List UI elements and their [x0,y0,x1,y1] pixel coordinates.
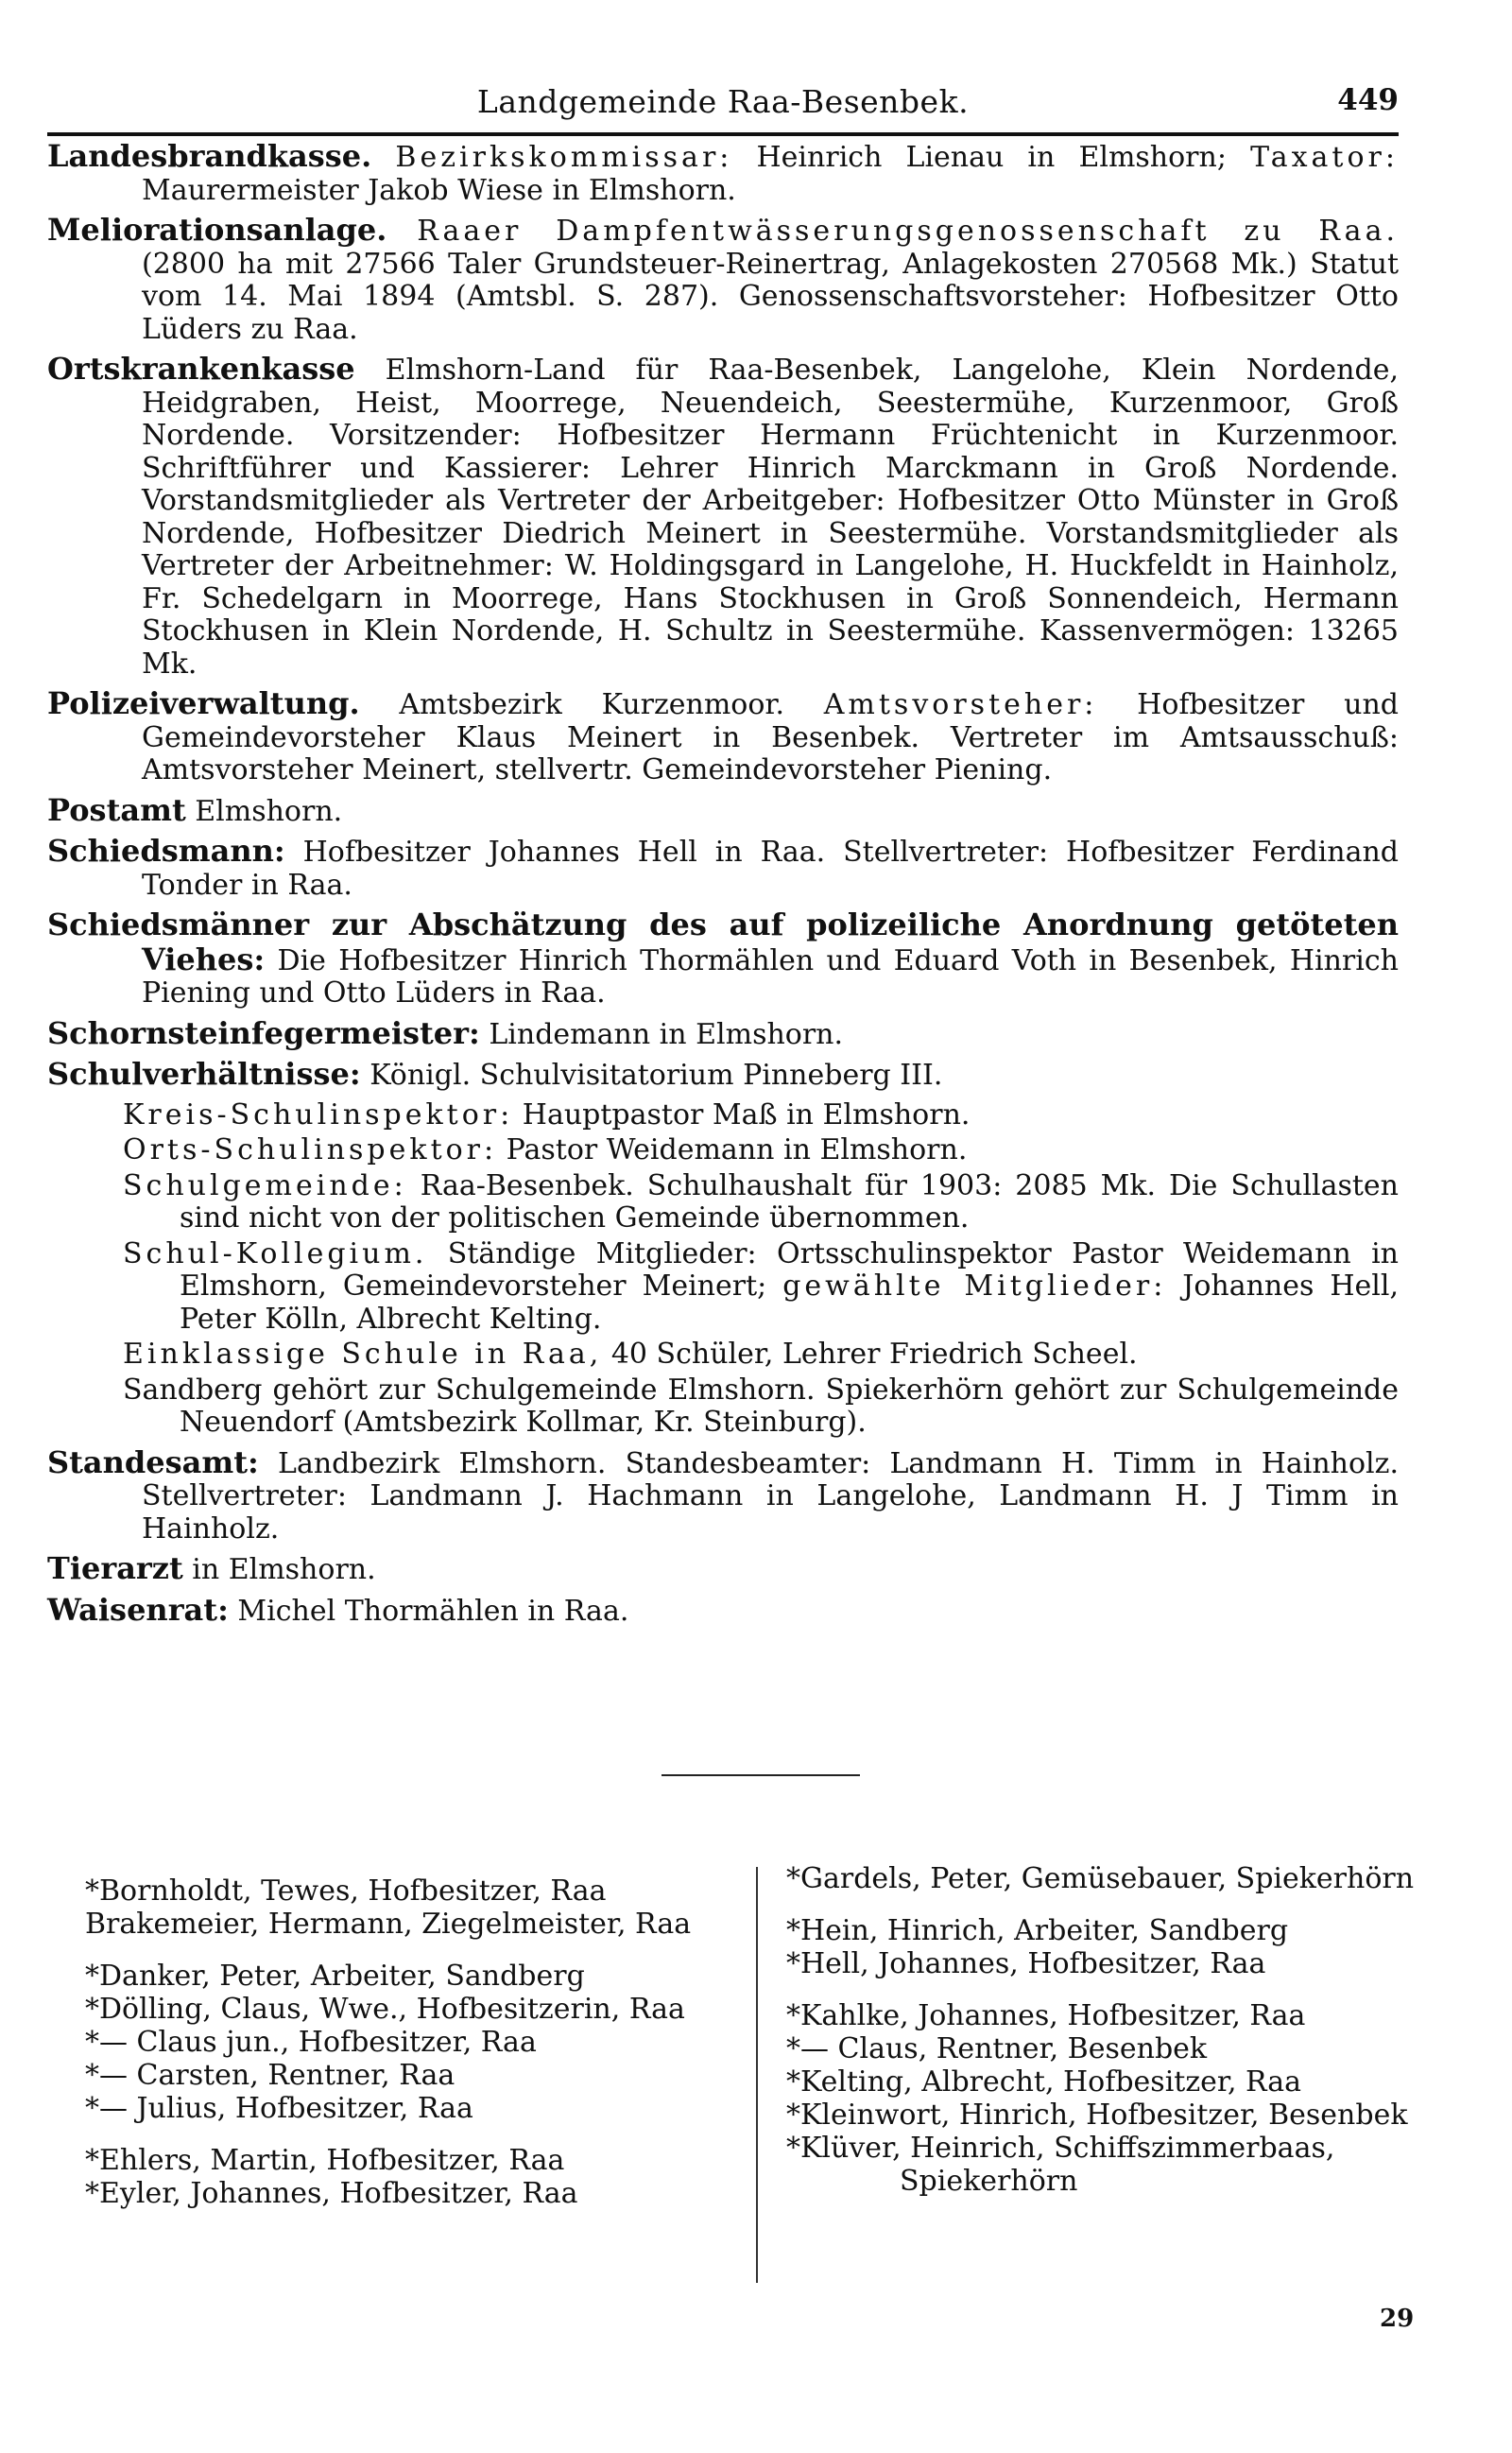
header-rule [47,132,1399,136]
subentry-text: Johannes Hell, Peter Kölln, Albrecht Kelting. [180,1270,1399,1336]
entry-text: Raaer Dampfentwässerungsgenossenschaft zu Raa. [417,215,1399,248]
entry-heading: Meliorationsanlage. [47,212,387,248]
roster-column-left [85,1874,747,2229]
entry-text: Taxator: [1250,141,1399,174]
entry-text: Hofbesitzer und Gemeindevorsteher Klaus Meinert in Besenbek. Vertreter im Amtsausschuß: Amtsvorsteher Meinert, stellvertr. Gemeindevorsteher Piening. [142,688,1399,786]
entry [47,1443,1399,1546]
subentry-text: Schulgemeinde: [123,1168,407,1202]
roster-entry: *Hein, Hinrich, Arbeiter, Sandberg [786,1914,1289,1947]
subentry-text: 40 Schüler, Lehrer Friedrich Scheel. [602,1338,1138,1371]
roster-entry: *— Claus, Rentner, Besenbek [786,2032,1208,2065]
column-rule [756,1867,758,2283]
entry [47,1552,1399,1587]
entry-heading: Schulverhältnisse: [47,1056,361,1092]
roster-entry: *Gardels, Peter, Gemüsebauer, Spiekerhörn [786,1862,1415,1895]
entry-text: Die Hofbesitzer Hinrich Thormählen und Eduard Voth in Besenbek, Hinrich Piening und Otto Lüders in Raa. [142,943,1399,1010]
entry-text: Elmshorn. [185,794,343,828]
entry [47,140,1399,207]
entry [47,687,1399,787]
subentry-text: Hauptpastor Maß in Elmshorn. [513,1097,971,1131]
roster-entry: *— Julius, Hofbesitzer, Raa [85,2092,473,2125]
entry-heading: Schornsteinfegermeister: [47,1014,480,1051]
subentry-text: Pastor Weidemann in Elmshorn. [497,1133,968,1166]
school-subentries [47,1099,1399,1440]
school-subentry [47,1339,1399,1372]
roster-group [85,2144,747,2210]
roster-group [786,1862,1448,1895]
entry-heading: Tierarzt [47,1550,183,1586]
roster-entry: Spiekerhörn [900,2165,1078,2198]
signature-mark: 29 [1380,2305,1415,2333]
entry [47,908,1399,1011]
school-subentry [47,1170,1399,1235]
subentry-text: gewählte Mitglieder: [782,1270,1167,1303]
subentry-text: Kreis-Schulinspektor: [123,1097,514,1131]
running-title: Landgemeinde Raa-Besenbek. [476,83,970,120]
entry-heading: Schiedsmänner zur Abschätzung des auf polizeiliche Anordnung getöteten Viehes: [47,907,1399,977]
roster-entry: Brakemeier, Hermann, Ziegelmeister, Raa [85,1908,692,1941]
entry-text: Landbezirk Elmshorn. Standesbeamter: Landmann H. Timm in Hainholz. Stellvertreter: Landmann J. Hachmann in Langelohe, Landmann H. J Timm in Hainholz. [142,1446,1399,1546]
entries-list-continued [47,1443,1399,1629]
school-subentry [47,1238,1399,1337]
entry-text: in Elmshorn. [182,1553,376,1586]
roster-entry: *Kahlke, Johannes, Hofbesitzer, Raa [786,1999,1306,2032]
roster-entry: *Dölling, Claus, Wwe., Hofbesitzerin, Raa [85,1993,685,2026]
school-subentry [47,1374,1399,1440]
subentry-text: Schul-Kollegium. [123,1236,428,1270]
entry-text: Amtsbezirk Kurzenmoor. [359,688,824,721]
subentry-text: Orts-Schulinspektor: [123,1133,498,1166]
roster-group [85,1874,747,1941]
roster-column-right [786,1862,1448,2217]
roster-group [786,1999,1448,2198]
roster-entry: *Kelting, Albrecht, Hofbesitzer, Raa [786,2065,1302,2099]
entry-text: Elmshorn-Land für Raa-Besenbek, Langelohe, Klein Nordende, Heidgraben, Heist, Moorrege, Neuendeich, Seestermühe, Kurzenmoor, Groß Nordende. Vorsitzender: Hofbesitzer Hermann Früchtenicht in Kurzenmoor. Schriftführer und Kassierer: Lehrer Hinrich Marckmann in Groß Nordende. Vorstandsmitglieder als Vertreter der Arbeitgeber: Hofbesitzer Otto Münster in Groß Nordende, Hofbesitzer Diedrich Meinert in Seestermühe. Vorstandsmitglieder als Vertreter der Arbeitnehmer: W. Holdingsgard in Langelohe, H. Huckfeldt in Hainholz, Fr. Schedelgarn in Moorrege, Hans Stockhusen in Groß Sonnendeich, Hermann Stockhusen in Klein Nordende, H. Schultz in Seestermühe. Kassenvermögen: 13265 Mk. [142,354,1399,681]
subentry-text: Raa-Besenbek. Schulhaushalt für 1903: 2085 Mk. Die Schullasten sind nicht von der politischen Gemeinde übernommen. [180,1168,1399,1235]
entry-text: Michel Thormählen in Raa. [228,1594,629,1628]
subentry-text: Einklassige Schule in Raa, [123,1338,603,1371]
roster-group [786,1914,1448,1980]
entry-text: (2800 ha mit 27566 Taler Grundsteuer-Reinertrag, Anlagekosten 270568 Mk.) Statut vom 14. Mai 1894 (Amtsbl. S. 287). Genossenschaftsvorsteher: Hofbesitzer Otto Lüders zu Raa. [142,247,1399,346]
school-subentry [47,1134,1399,1167]
entry-text: Maurermeister Jakob Wiese in Elmshorn. [142,173,736,207]
entry-text: Lindemann in Elmshorn. [479,1017,844,1051]
entry-heading: Ortskrankenkasse [47,351,355,387]
entry [47,1591,1399,1629]
body-text [47,140,1399,1634]
entry [47,214,1399,346]
entry-text: Amtsvorsteher: [823,688,1098,721]
roster-entry: *Danker, Peter, Arbeiter, Sandberg [85,1960,585,1993]
subentry-text: (Amtsbezirk Kollmar, Kr. Steinburg). [334,1406,867,1439]
roster-entry: *Ehlers, Martin, Hofbesitzer, Raa [85,2144,565,2177]
subentry-text: Ständige Mitglieder: Ortsschulinspektor Pastor Weidemann in Elmshorn, Gemeindevorsteher Meinert; [180,1236,1399,1303]
roster-entry: *— Claus jun., Hofbesitzer, Raa [85,2026,537,2059]
section-divider [662,1774,860,1776]
entry [47,353,1399,681]
entry-text: Bezirkskommissar: [395,141,733,174]
subentry-text: Sandberg gehört zur Schulgemeinde Elmshorn. Spiekerhörn gehört zur Schulgemeinde Neuendorf [123,1373,1399,1439]
entry [47,835,1399,902]
page-number: 449 [1337,83,1399,117]
entry-text: Heinrich Lienau in Elmshorn; [732,141,1251,174]
entry-text [387,215,417,248]
running-head [47,83,1399,132]
entry-heading: Postamt [47,791,186,828]
roster-entry: *Kleinwort, Hinrich, Hofbesitzer, Besenbek [786,2099,1408,2132]
entry [47,1014,1399,1052]
school-subentry [47,1099,1399,1132]
entry-text: Hofbesitzer Johannes Hell in Raa. Stellvertreter: Hofbesitzer Ferdinand Tonder in Raa. [142,836,1399,902]
roster-entry: *Klüver, Heinrich, Schiffszimmerbaas, [786,2132,1335,2165]
roster-entry: *Bornholdt, Tewes, Hofbesitzer, Raa [85,1874,607,1908]
entry [47,1058,1399,1093]
entry-heading: Waisenrat: [47,1591,229,1628]
roster-entry: *Hell, Johannes, Hofbesitzer, Raa [786,1947,1266,1980]
roster-entry: *— Carsten, Rentner, Raa [85,2059,455,2092]
entry-heading: Landesbrandkasse. [47,138,372,174]
entry-heading: Polizeiverwaltung. [47,685,360,721]
roster-entry: *Eyler, Johannes, Hofbesitzer, Raa [85,2177,578,2210]
entry [47,791,1399,829]
entry-heading: Standesamt: [47,1443,259,1480]
entry-text: Königl. Schulvisitatorium Pinneberg III. [360,1059,943,1092]
roster-group [85,1960,747,2125]
entry-text [371,141,395,174]
entries-list [47,140,1399,1093]
entry-heading: Schiedsmann: [47,833,285,869]
